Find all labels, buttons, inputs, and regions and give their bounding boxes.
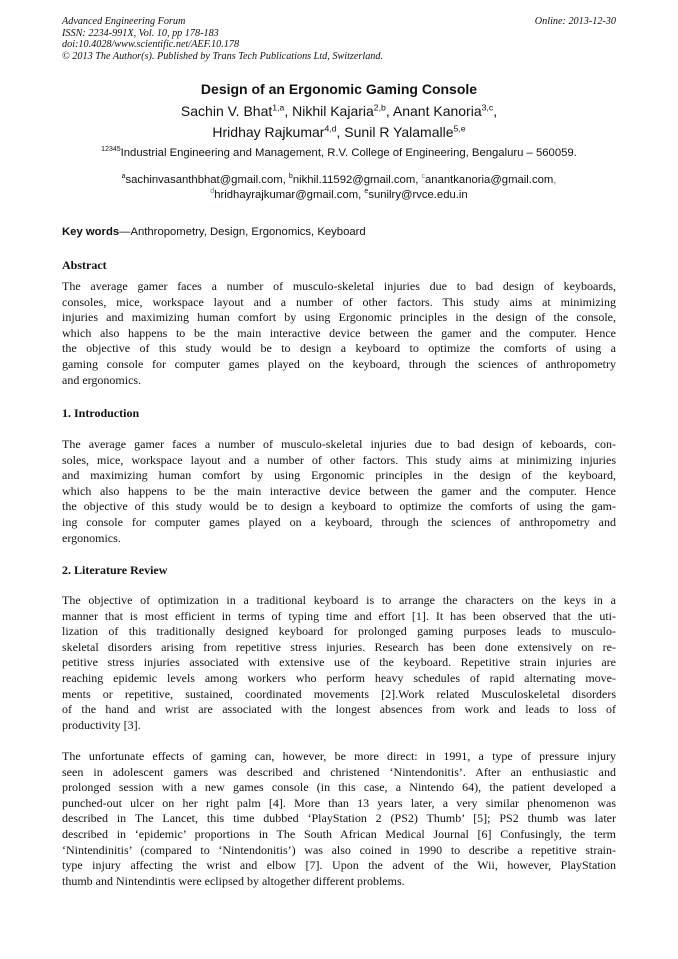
email-link[interactable]: sunilry@rvce.edu.in <box>368 189 468 201</box>
introduction-body <box>62 437 616 546</box>
author-name: Anant Kanoria <box>392 103 482 119</box>
text-line: the objective of this study would be to design a keyboard to optimize the comforts of using a <box>62 341 616 356</box>
text-line: punched-out ulcer on her right palm [4]. More than 13 years later, a very similar phenomenon was <box>62 795 616 810</box>
text-line: which also happens to be the main interactive device between the gamer and the computer. Hence <box>62 483 616 498</box>
text-line: The average gamer faces a number of musculo-skeletal injuries due to bad design of keyboards, <box>62 279 616 293</box>
text-line: gaming console for computer games played on the keyboard, through the sciences of anthropometry <box>62 356 616 371</box>
text-line: consoles, mice, workspace layout and a number of other factors. This study aims at minimizing <box>62 294 616 309</box>
email-list: $^a$sachinvasanthbhat@gmail.com, $^b$nikhil.11592@gmail.com, $^c$anantkanoria@gmail.com, $^d$hridhayrajkumar@gmail.com, $^e$sunilry@rvce.edu.in <box>121 173 557 201</box>
text-line: described in The Lancet, this time dubbed ‘PlayStation 2 (PS2) Thumb’ [5]; PS2 thumb was later <box>62 811 616 826</box>
text-line: soles, mice, workspace layout and a number of other factors. This study aims at minimizing injuries <box>62 452 616 467</box>
text-line: The unfortunate effects of gaming can, however, be more direct: in 1991, a type of pressure injury <box>62 749 616 763</box>
author-name: Sunil R Yalamalle <box>344 124 454 140</box>
author-name: Hridhay Rajkumar <box>212 124 325 140</box>
email-link[interactable]: hridhayrajkumar@gmail.com <box>214 189 359 201</box>
author-sup: 2,b <box>373 102 386 113</box>
journal-name: Advanced Engineering Forum <box>62 16 186 27</box>
copyright-line: © 2013 The Author(s). Published by Trans Tech Publications Ltd, Switzerland. <box>62 50 384 62</box>
text-line: which also happens to be the main interactive device between the gamer and the computer. Hence <box>62 325 616 340</box>
paper-title: Design of an Ergonomic Gaming Console <box>200 81 478 97</box>
affiliation-sup: 12345 <box>101 146 121 154</box>
text-line: seen in adolescent gamers was described and christened ‘Nintendonitis’. After an enthusiastic and <box>62 764 616 779</box>
text-line: of the hand and wrist are associated with the longest absences from work and leads to loss of <box>62 702 616 717</box>
text-line: The objective of optimization in a traditional keyboard is to arrange the characters on the keys in a <box>62 593 616 607</box>
email-link[interactable]: anantkanoria@gmail.com <box>425 174 554 186</box>
online-date: Online: 2013-12-30 <box>534 16 616 27</box>
text-line: reaching epidemic levels among workers who perform heavy schedules of rapid alternating move- <box>62 670 616 685</box>
author-name: Nikhil Kajaria <box>292 103 374 119</box>
abstract-heading: Abstract <box>62 258 107 272</box>
email-sup: d <box>210 188 215 196</box>
section-heading-introduction: 1. Introduction <box>62 406 140 420</box>
text-line: ments or repetitive, sustained, coordinated movements [2].Work related Musculoskeletal disorders <box>62 686 616 701</box>
keywords-label: Key words <box>62 226 120 238</box>
text-line: The average gamer faces a number of musculo-skeletal injuries due to bad design of keboards, con- <box>62 437 616 451</box>
affiliation <box>0 147 678 159</box>
journal-header <box>62 16 616 62</box>
text-line: injuries and maximizing human comfort by using Ergonomic principles in the design of the console, <box>62 310 616 325</box>
text-line: ‘Nintendinitis’ (compared to ‘Nintendonitis’) was also coined in 1990 to describe a repetitive strain- <box>62 842 616 857</box>
text-line: ing console for computer games played on a keyboard, through the sciences of anthropometry and <box>62 514 616 529</box>
text-line: manner that is most efficient in terms of typing time and effort [1]. It has been observed that the uti- <box>62 608 616 623</box>
text-line: skeletal disorders arising from repetitive stress injuries. Research has been done extensively on re- <box>62 639 616 654</box>
text-line: productivity [3]. <box>62 717 141 732</box>
author-sup: 5,e <box>453 123 466 134</box>
keywords-text: —Anthropometry, Design, Ergonomics, Keyboard <box>119 226 366 238</box>
email-sup: a <box>121 173 126 181</box>
text-line: prolonged session with a new games console (in this case, a Nintendo 64), the patient developed a <box>62 780 616 795</box>
issn-line: ISSN: 2234-991X, Vol. 10, pp 178-183 <box>62 27 219 39</box>
author-sup: 3,c <box>481 102 494 113</box>
email-link[interactable]: sachinvasanthbhat@gmail.com <box>125 174 283 186</box>
text-line: and maximizing human comfort by using Ergonomic principles in the design of the keyboard, <box>62 468 616 483</box>
email-sup: c <box>421 173 426 181</box>
abstract-body <box>62 279 616 388</box>
author-sup: 1,a <box>272 102 285 113</box>
text-line: the objective of this study would be to design a keyboard to optimize the comforts of using the gam- <box>62 499 616 514</box>
keywords <box>62 226 366 238</box>
literature-paragraph-1 <box>62 593 616 733</box>
text-line: ergonomics. <box>62 530 121 545</box>
text-line: petitive stress injuries associated with extensive use of the keyboard. Repetitive strain injuries are <box>62 655 616 670</box>
text-line: type injury affecting the wrist and elbow [7]. Upon the advent of the Wii, however, PlayStation <box>62 858 616 873</box>
text-line: thumb and Nintendintis were eclipsed by altogether different problems. <box>62 873 405 888</box>
doi-line: doi:10.4028/www.scientific.net/AEF.10.178 <box>62 39 240 51</box>
text-line: lization of this traditionally designed keyboard for prolonged gaming purposes leads to musculo- <box>62 624 616 639</box>
author-list: Sachin V. Bhat$^{1,a}$, Nikhil Kajaria$^{2,b}$, Anant Kanoria$^{3,c}$, Hridhay Rajkumar$^{4,d}$, Sunil R Yalamalle$^{5,e}$ <box>180 102 498 140</box>
author-name: Sachin V. Bhat <box>180 103 273 119</box>
literature-paragraph-2 <box>62 749 616 889</box>
email-sup: e <box>364 188 369 196</box>
text-line: and ergonomics. <box>62 372 142 387</box>
author-sup: 4,d <box>324 123 337 134</box>
email-link[interactable]: nikhil.11592@gmail.com <box>292 174 416 186</box>
email-sup: b <box>288 173 293 181</box>
section-heading-literature: 2. Literature Review <box>62 563 168 577</box>
text-line: described in ‘epidemic’ proportions in The South African Medical Journal [6] Confusingly, the term <box>62 826 616 841</box>
affiliation-text: Industrial Engineering and Management, R.V. College of Engineering, Bengaluru – 560059. <box>120 147 577 159</box>
